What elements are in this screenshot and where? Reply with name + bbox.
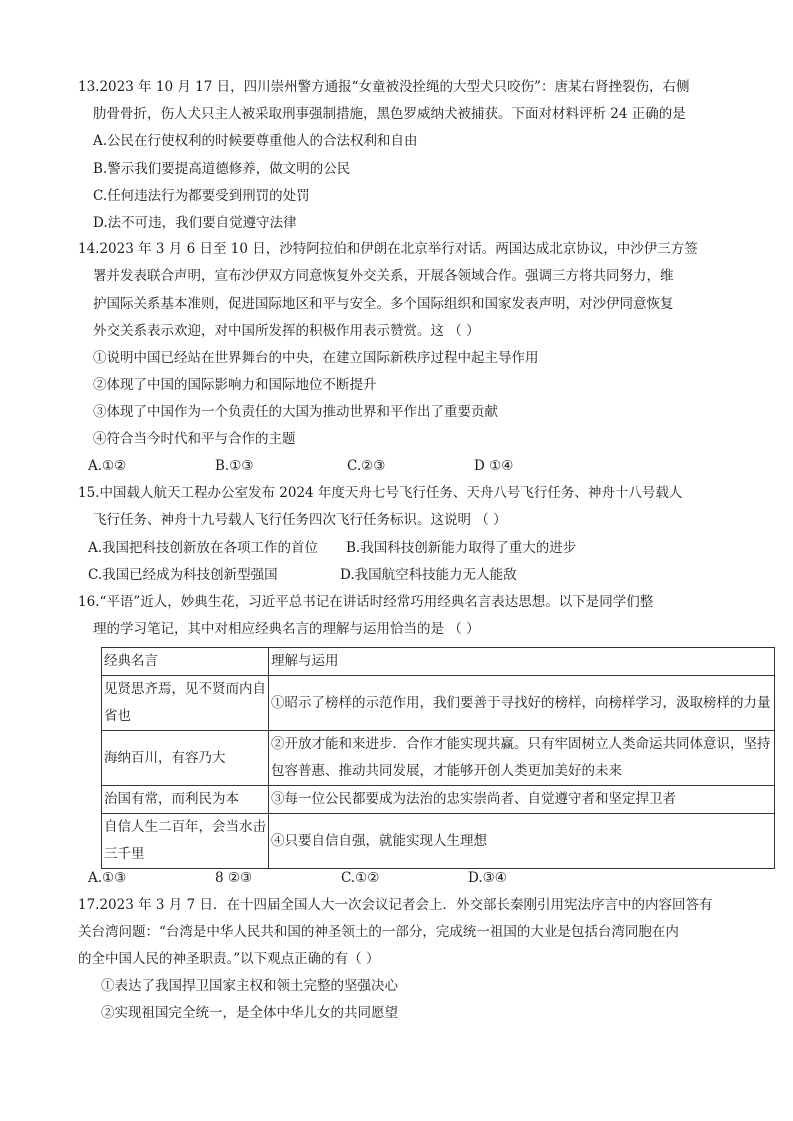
q14-choice-d: D ①④ [474,458,514,474]
q15-option-d: D.我国航空科技能力无人能敌 [340,567,517,583]
q16-choice-d: D.③④ [468,870,507,886]
table-cell-understanding [269,676,775,731]
table-cell-understanding-text: ③每一位公民都要成为法治的忠实崇尚者、自觉遵守者和坚定捍卫者 [271,791,676,807]
q17-statement-2: ②实现祖国完全统一，是全体中华儿女的共同愿望 [101,1005,398,1021]
q14-stem-line-4: 外交关系表示欢迎，对中国所发挥的积极作用表示赞赏。这 （ ） [93,323,480,339]
q13-stem-line-2: 肋骨骨折，伤人犬只主人被采取刑事强制措施，黑色罗威纳犬被捕获。下面对材料评析 24 正确的是 [93,106,686,122]
q15-option-c: C.我国已经成为科技创新型强国 [88,567,278,583]
q16-choice-c: C.①② [341,870,380,886]
table-header-understanding: 理解与运用 [269,648,775,676]
q14-statement-2: ②体现了中国的国际影响力和国际地位不断提升 [93,377,377,393]
table-cell-quote-text: 治国有常，而利民为本 [104,791,239,807]
q16-stem-line-2: 理的学习笔记，其中对相应经典名言的理解与运用恰当的是 （ ） [93,621,480,637]
table-cell-understanding [269,814,775,869]
table-cell-understanding [269,786,775,814]
table-cell-understanding [269,731,775,786]
table-cell-quote [102,676,269,731]
table-cell-quote [102,814,269,869]
table-cell-quote-text: 海纳百川，有容乃大 [104,749,226,766]
q13-stem-line-1: 13.2023 年 10 月 17 日，四川崇州警方通报“女童被没拴绳的大型犬只咬伤”：唐某右肾挫裂伤，右侧 [78,79,690,95]
q16-quote-table [101,647,775,869]
q15-option-a: A.我国把科技创新放在各项工作的首位 [88,540,319,556]
q15-option-b: B.我国科技创新能力取得了重大的进步 [346,540,577,556]
q14-statement-1: ①说明中国已经站在世界舞台的中央，在建立国际新秩序过程中起主导作用 [93,350,539,366]
q14-choice-a: A.①② [88,458,127,474]
q14-stem-line-3: 护国际关系基本准则，促进国际地区和平与安全。多个国际组织和国家发表声明，对沙伊同意恢复 [93,296,674,312]
table-header-row [102,648,775,676]
table-cell-quote [102,731,269,786]
q14-statement-3: ③体现了中国作为一个负责任的大国为推动世界和平作出了重要贡献 [93,404,498,420]
q15-stem-line-2: 飞行任务、神舟十九号载人飞行任务四次飞行任务标识。这说明 （ ） [93,512,507,528]
q17-stem-line-1: 17.2023 年 3 月 7 日．在十四届全国人大一次会议记者会上．外交部长秦刚引用宪法序言中的内容回答有 [78,897,713,913]
q14-statement-4: ④符合当今时代和平与合作的主题 [93,431,296,447]
q13-option-b: B.警示我们要提高道德修养，做文明的公民 [93,161,351,177]
q16-choice-b: 8 ②③ [215,870,253,886]
q17-statement-1: ①表达了我国捍卫国家主权和领土完整的坚强决心 [101,978,398,994]
table-cell-quote [102,786,269,814]
table-row [102,731,775,786]
q14-stem-line-1: 14.2023 年 3 月 6 日至 10 日，沙特阿拉伯和伊朗在北京举行对话。两国达成北京协议，中沙伊三方签 [78,241,698,257]
table-cell-understanding-text: ②开放才能和来进步．合作才能实现共赢。只有牢固树立人类命运共同体意识，坚持包容普惠、推动共同发展，才能够开创人类更加美好的未来 [271,736,771,779]
table-cell-understanding-text: ①昭示了榜样的示范作用，我们要善于寻找好的榜样，向榜样学习，汲取榜样的力量 [271,694,771,711]
q17-stem-line-3: 的全中国人民的神圣职责。”以下观点正确的有（ ） [78,951,380,967]
q13-option-a: A.公民在行使权利的时候要尊重他人的合法权利和自由 [93,133,418,149]
q15-stem-line-1: 15.中国载人航天工程办公室发布 2024 年度天舟七号飞行任务、天舟八号飞行任务、神舟十八号载人 [78,485,683,501]
table-row [102,814,775,869]
table-cell-quote-text: 见贤思齐焉，见不贤而内自省也 [104,681,266,724]
q16-stem-line-1: 16.“平语”近人，妙典生花，习近平总书记在讲话时经常巧用经典名言表达思想。以下是同学们整 [78,594,654,610]
table-cell-quote-text: 自信人生二百年，会当水击三千里 [104,819,266,862]
q16-choice-a: A.①③ [88,870,127,886]
q14-choice-c: C.②③ [347,458,386,474]
table-row [102,676,775,731]
q14-stem-line-2: 署并发表联合声明，宣布沙伊双方同意恢复外交关系，开展各领域合作。强调三方将共同努力，维 [93,268,674,284]
q13-option-c: C.任何违法行为都要受到刑罚的处罚 [93,188,310,204]
q17-stem-line-2: 关台湾问题：“台湾是中华人民共和国的神圣领土的一部分，完成统一祖国的大业是包括台湾同胞在内 [78,924,679,940]
table-cell-understanding-text: ④只要自信自强，就能实现人生理想 [271,832,487,849]
table-header-quote: 经典名言 [102,648,269,676]
q14-choice-b: B.①③ [215,458,254,474]
table-row [102,786,775,814]
q13-option-d: D.法不可违，我们要自觉遵守法律 [93,215,297,231]
